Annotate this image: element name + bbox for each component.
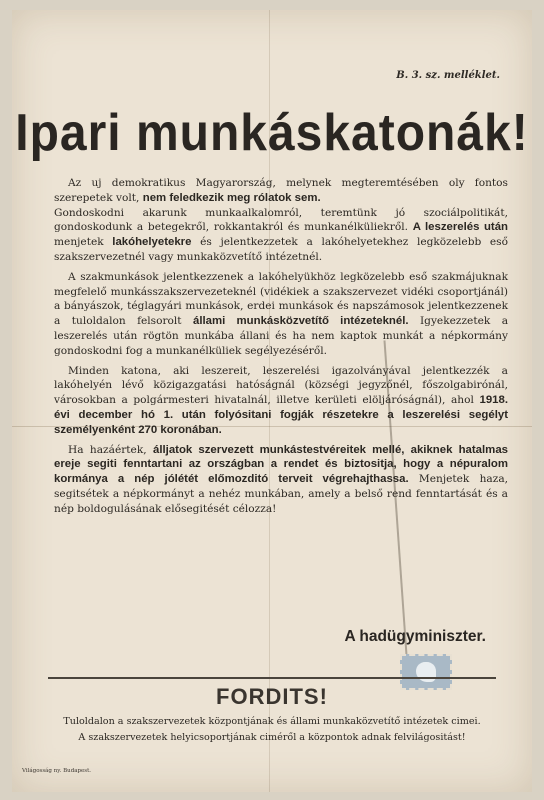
p3-bold-b: 1918. évi december hó 1. után folyósitani fogják részetekre a leszerelési segélyt személyenként 270 koronában. — [54, 394, 508, 436]
annex-label: B. 3. sz. melléklet. — [396, 70, 500, 81]
poster-sheet — [12, 10, 532, 792]
p3-text-a: Minden katona, aki leszereit, leszerelési igazolványával jelentkezzék a lakóhelyén lévő közigazgatási hatóságnál (községi jegyzőnél, főszolgabirónál, városokban a polgármesteri hivatalnál, illetve kerületi elöljáróságnál), ahol — [54, 364, 508, 407]
p4-text-a: Ha hazáértek, — [68, 443, 147, 456]
turn-over-heading: FORDITS! — [216, 684, 328, 709]
p1-text-c: Gondoskodni akarunk munkaalkalomról, teremtünk jó szociálpolitikát, gondoskodunk a betegekről, rokkantakról és munkanélküliekről. — [54, 206, 508, 234]
paragraph-3 — [54, 364, 508, 438]
p4-text-c: Menjetek haza, segitsétek a népkormányt a nehéz munkában, amely a belső rend fenntartását és a nép boldogulásának elősegitését célozza! — [54, 473, 508, 515]
p4-bold-b: álljatok szervezett munkástestvéreitek mellé, akiknek hatalmas ereje segiti fenntartani az országban a rendet és biztositja, hogy a népuralom kormánya a nép jólétét előmozditó terveit végrehajthassa. — [54, 443, 508, 486]
printer-imprint: Világosság ny. Budapest. — [22, 768, 92, 774]
poster-body — [54, 176, 508, 522]
p1-text-e: menjetek — [54, 236, 104, 249]
p2-text-c: Igyekezzetek a leszerelés után rögtön munkába állani és ha nem kaptok munkát a népkormány gondoskodni fog a munkanélküliek segélyezéséről. — [54, 315, 509, 357]
divider-rule — [48, 677, 496, 679]
p1-text-g: és jelentkezzetek a lakóhelyetekhez legközelebb eső szakszervezetnél vagy munkaközvetítő intézetnél. — [54, 236, 508, 263]
p1-bold-f: lakóhelyetekre — [112, 236, 192, 249]
paragraph-1 — [54, 176, 508, 265]
paragraph-4 — [54, 443, 508, 517]
poster-title: Ipari munkáskatonák! — [15, 104, 529, 163]
footer-line-1: Tuloldalon a szakszervezetek központjának és állami munkaközvetítő intézetek cimei. — [63, 716, 481, 727]
signature: A hadügyminiszter. — [344, 628, 486, 645]
p1-bold-d: A leszerelés után — [412, 221, 508, 234]
footer-line-2: A szakszervezetek helyicsoportjának ciméről a központok adnak felvilágositást! — [78, 732, 466, 743]
p1-text-a: Az uj demokratikus Magyarország, melynek megteremtésében oly fontos szerepetek volt, — [54, 177, 508, 204]
p2-bold-b: állami munkásközvetítő intézeteknél. — [193, 315, 409, 328]
p2-text-a: A szakmunkások jelentkezzenek a lakóhelyükhöz legközelebb eső szakmájuknak megfelelő munkásszakszervezeteknél (vidékiek a szakszervezet vidéki csoportjánál) a bányászok, téglagyári munkások, erdei munkások és napszámosok jelentkezzenek a tuloldalon felsorolt — [54, 270, 508, 328]
p1-bold-b: nem feledkezik meg rólatok sem. — [142, 191, 321, 204]
paragraph-2 — [54, 270, 508, 359]
